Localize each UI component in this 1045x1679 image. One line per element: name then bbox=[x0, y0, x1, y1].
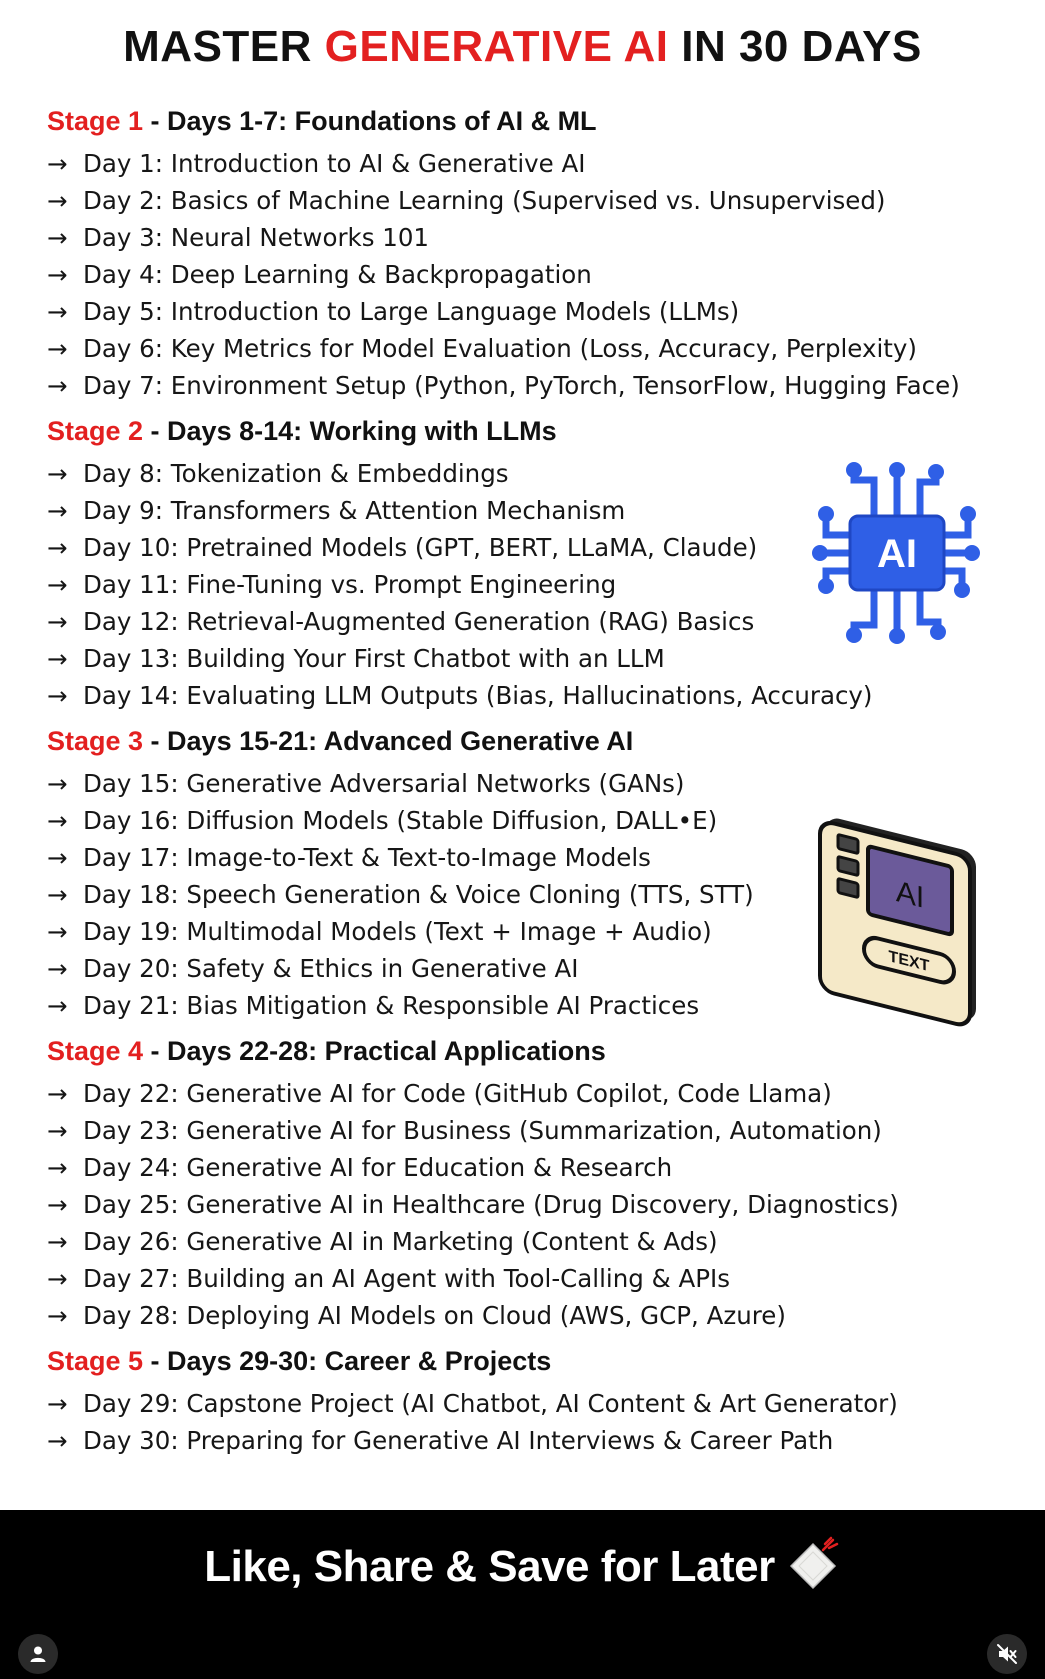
day-text: Day 3: Neural Networks 101 bbox=[83, 223, 430, 252]
arrow-icon: → bbox=[47, 681, 68, 710]
arrow-icon: → bbox=[47, 1153, 68, 1182]
ai-chip-graphic bbox=[812, 460, 982, 645]
day-text: Day 9: Transformers & Attention Mechanism bbox=[83, 496, 626, 525]
list-item bbox=[47, 182, 1007, 219]
day-text: Day 4: Deep Learning & Backpropagation bbox=[83, 260, 592, 289]
stage-number: Stage 5 bbox=[47, 1346, 144, 1376]
day-text: Day 28: Deploying AI Models on Cloud (AWS, GCP, Azure) bbox=[83, 1301, 786, 1330]
roadmap-list bbox=[47, 98, 1007, 1463]
stage-heading bbox=[47, 718, 1007, 765]
day-text: Day 11: Fine-Tuning vs. Prompt Engineering bbox=[83, 570, 617, 599]
list-item bbox=[47, 1260, 1007, 1297]
list-item bbox=[47, 293, 1007, 330]
paper-star-icon bbox=[785, 1536, 841, 1603]
arrow-icon: → bbox=[47, 1079, 68, 1108]
muted-speaker-icon bbox=[996, 1643, 1018, 1665]
list-item bbox=[47, 1223, 1007, 1260]
list-item bbox=[47, 1112, 1007, 1149]
day-text: Day 17: Image-to-Text & Text-to-Image Models bbox=[83, 843, 651, 872]
stage-heading bbox=[47, 1028, 1007, 1075]
arrow-icon: → bbox=[47, 371, 68, 400]
footer-bar bbox=[0, 1510, 1045, 1679]
stage-number: Stage 3 bbox=[47, 726, 144, 756]
cta-label: Like, Share & Save for Later bbox=[204, 1542, 775, 1592]
arrow-icon: → bbox=[47, 880, 68, 909]
stage-title: - Days 1-7: Foundations of AI & ML bbox=[143, 106, 597, 136]
day-text: Day 16: Diffusion Models (Stable Diffusion, DALL•E) bbox=[83, 806, 718, 835]
list-item bbox=[47, 1075, 1007, 1112]
arrow-icon: → bbox=[47, 570, 68, 599]
day-text: Day 29: Capstone Project (AI Chatbot, AI Content & Art Generator) bbox=[83, 1389, 898, 1418]
list-item bbox=[47, 219, 1007, 256]
arrow-icon: → bbox=[47, 496, 68, 525]
title-accent: GENERATIVE AI bbox=[324, 22, 669, 71]
day-text: Day 25: Generative AI in Healthcare (Drug Discovery, Diagnostics) bbox=[83, 1190, 899, 1219]
arrow-icon: → bbox=[47, 459, 68, 488]
stage-heading bbox=[47, 1338, 1007, 1385]
day-text: Day 6: Key Metrics for Model Evaluation (Loss, Accuracy, Perplexity) bbox=[83, 334, 917, 363]
title-part-1: MASTER bbox=[123, 22, 325, 71]
list-item bbox=[47, 256, 1007, 293]
list-item bbox=[47, 1385, 1007, 1422]
day-text: Day 7: Environment Setup (Python, PyTorch, TensorFlow, Hugging Face) bbox=[83, 371, 960, 400]
stage-title: - Days 15-21: Advanced Generative AI bbox=[143, 726, 634, 756]
stage-heading bbox=[47, 408, 1007, 455]
list-item bbox=[47, 367, 1007, 404]
list-item bbox=[47, 1186, 1007, 1223]
list-item bbox=[47, 145, 1007, 182]
day-text: Day 14: Evaluating LLM Outputs (Bias, Hallucinations, Accuracy) bbox=[83, 681, 873, 710]
profile-button[interactable] bbox=[18, 1634, 58, 1674]
day-text: Day 23: Generative AI for Business (Summarization, Automation) bbox=[83, 1116, 882, 1145]
day-text: Day 22: Generative AI for Code (GitHub Copilot, Code Llama) bbox=[83, 1079, 832, 1108]
stage-number: Stage 2 bbox=[47, 416, 144, 446]
day-text: Day 5: Introduction to Large Language Models (LLMs) bbox=[83, 297, 740, 326]
arrow-icon: → bbox=[47, 1264, 68, 1293]
stage-heading bbox=[47, 98, 1007, 145]
arrow-icon: → bbox=[47, 1301, 68, 1330]
day-text: Day 19: Multimodal Models (Text + Image + Audio) bbox=[83, 917, 712, 946]
day-text: Day 12: Retrieval-Augmented Generation (RAG) Basics bbox=[83, 607, 755, 636]
user-icon bbox=[28, 1644, 48, 1664]
day-text: Day 2: Basics of Machine Learning (Supervised vs. Unsupervised) bbox=[83, 186, 886, 215]
day-text: Day 10: Pretrained Models (GPT, BERT, LLaMA, Claude) bbox=[83, 533, 758, 562]
list-item bbox=[47, 1149, 1007, 1186]
stage-number: Stage 4 bbox=[47, 1036, 144, 1066]
arrow-icon: → bbox=[47, 1227, 68, 1256]
list-item bbox=[47, 640, 1007, 677]
arrow-icon: → bbox=[47, 954, 68, 983]
ai-chip-icon bbox=[812, 460, 982, 645]
arrow-icon: → bbox=[47, 149, 68, 178]
day-text: Day 21: Bias Mitigation & Responsible AI Practices bbox=[83, 991, 700, 1020]
arrow-icon: → bbox=[47, 260, 68, 289]
day-text: Day 15: Generative Adversarial Networks (GANs) bbox=[83, 769, 685, 798]
day-text: Day 13: Building Your First Chatbot with an LLM bbox=[83, 644, 665, 673]
arrow-icon: → bbox=[47, 1426, 68, 1455]
arrow-icon: → bbox=[47, 806, 68, 835]
arrow-icon: → bbox=[47, 1116, 68, 1145]
arrow-icon: → bbox=[47, 334, 68, 363]
chip-label: AI bbox=[877, 532, 917, 576]
page-title bbox=[0, 22, 1045, 72]
day-text: Day 24: Generative AI for Education & Research bbox=[83, 1153, 673, 1182]
arrow-icon: → bbox=[47, 991, 68, 1020]
arrow-icon: → bbox=[47, 644, 68, 673]
stage-block bbox=[47, 1028, 1007, 1334]
day-text: Day 20: Safety & Ethics in Generative AI bbox=[83, 954, 579, 983]
stage-block bbox=[47, 98, 1007, 404]
arrow-icon: → bbox=[47, 843, 68, 872]
arrow-icon: → bbox=[47, 917, 68, 946]
arrow-icon: → bbox=[47, 297, 68, 326]
device-button-label: TEXT bbox=[888, 947, 930, 976]
stage-number: Stage 1 bbox=[47, 106, 144, 136]
device-screen-label: AI bbox=[895, 874, 925, 915]
ai-device-icon bbox=[812, 812, 992, 1032]
ai-device-graphic bbox=[812, 812, 992, 1032]
day-text: Day 26: Generative AI in Marketing (Content & Ads) bbox=[83, 1227, 718, 1256]
day-text: Day 30: Preparing for Generative AI Interviews & Career Path bbox=[83, 1426, 834, 1455]
stage-title: - Days 22-28: Practical Applications bbox=[143, 1036, 606, 1066]
list-item bbox=[47, 1297, 1007, 1334]
arrow-icon: → bbox=[47, 186, 68, 215]
arrow-icon: → bbox=[47, 607, 68, 636]
arrow-icon: → bbox=[47, 223, 68, 252]
title-part-2: IN 30 DAYS bbox=[668, 22, 922, 71]
cta-text bbox=[0, 1536, 1045, 1603]
arrow-icon: → bbox=[47, 533, 68, 562]
stage-block bbox=[47, 1338, 1007, 1459]
arrow-icon: → bbox=[47, 1389, 68, 1418]
day-text: Day 18: Speech Generation & Voice Cloning (TTS, STT) bbox=[83, 880, 754, 909]
list-item bbox=[47, 1422, 1007, 1459]
list-item bbox=[47, 330, 1007, 367]
day-text: Day 27: Building an AI Agent with Tool-Calling & APIs bbox=[83, 1264, 730, 1293]
arrow-icon: → bbox=[47, 1190, 68, 1219]
mute-button[interactable] bbox=[987, 1634, 1027, 1674]
stage-title: - Days 8-14: Working with LLMs bbox=[143, 416, 557, 446]
list-item bbox=[47, 765, 1007, 802]
stage-title: - Days 29-30: Career & Projects bbox=[143, 1346, 552, 1376]
day-text: Day 8: Tokenization & Embeddings bbox=[83, 459, 509, 488]
arrow-icon: → bbox=[47, 769, 68, 798]
list-item bbox=[47, 677, 1007, 714]
day-text: Day 1: Introduction to AI & Generative AI bbox=[83, 149, 586, 178]
